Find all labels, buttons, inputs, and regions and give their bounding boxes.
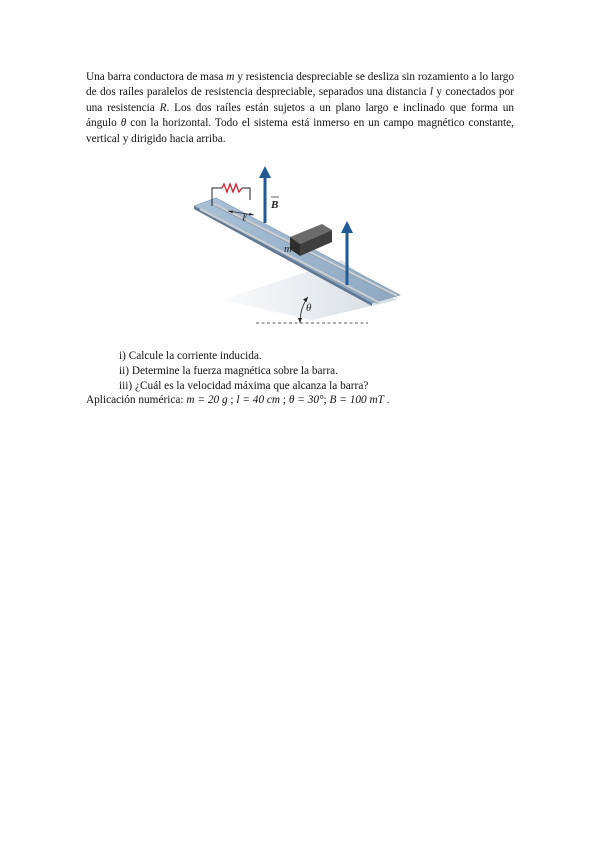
separator-2: ; — [280, 394, 289, 406]
mass-value: m = 20 g — [186, 394, 228, 406]
variable-m: m — [226, 71, 235, 83]
statement-part-2: y resistencia despreciable se desliza sin rozamiento a lo largo de dos raíles paralelos de resistencia despreciable, separados una distancia — [86, 71, 514, 99]
field-arrowhead-right — [341, 221, 353, 233]
field-value: B = 100 mT — [329, 394, 384, 406]
statement-part-3: y conectados por una resistencia — [86, 86, 514, 114]
statement-part-1: Una barra conductora de masa — [86, 71, 227, 83]
questions-list — [119, 349, 368, 393]
label-m: m — [284, 243, 292, 255]
angle-arrowhead-bottom — [298, 318, 302, 323]
label-B: B — [271, 199, 279, 211]
statement-part-4: . Los dos raíles están sujetos a un plano largo e inclinado que forma un ángulo — [86, 101, 515, 130]
angle-value: θ = 30° — [288, 394, 324, 406]
length-value: l = 40 cm — [236, 394, 281, 406]
resistor-wire-right — [242, 188, 250, 200]
problem-statement — [86, 70, 514, 147]
separator-1: ; — [227, 394, 237, 406]
application-end: . — [383, 394, 390, 406]
variable-theta: θ — [120, 117, 127, 130]
inclined-rails-figure — [192, 160, 412, 332]
variable-l: l — [429, 86, 433, 99]
statement-part-5: con la horizontal. Todo el sistema está inmerso en un campo magnético constante, vertical y dirigido hacia arriba. — [86, 117, 514, 145]
resistor-icon — [222, 184, 242, 192]
field-arrowhead-left — [259, 166, 271, 178]
application-label: Aplicación numérica: — [86, 394, 187, 406]
width-arrowhead-right — [249, 213, 254, 216]
question-2: ii) Determine la fuerza magnética sobre la barra. — [119, 364, 338, 377]
numeric-application — [86, 393, 390, 408]
question-3: iii) ¿Cuál es la velocidad máxima que alcanza la barra? — [119, 379, 369, 392]
label-theta: θ — [306, 302, 312, 314]
label-l: ℓ — [242, 212, 247, 224]
question-1: i) Calcule la corriente inducida. — [119, 350, 262, 362]
variable-R: R — [159, 101, 167, 114]
separator-3: ; — [323, 394, 330, 406]
